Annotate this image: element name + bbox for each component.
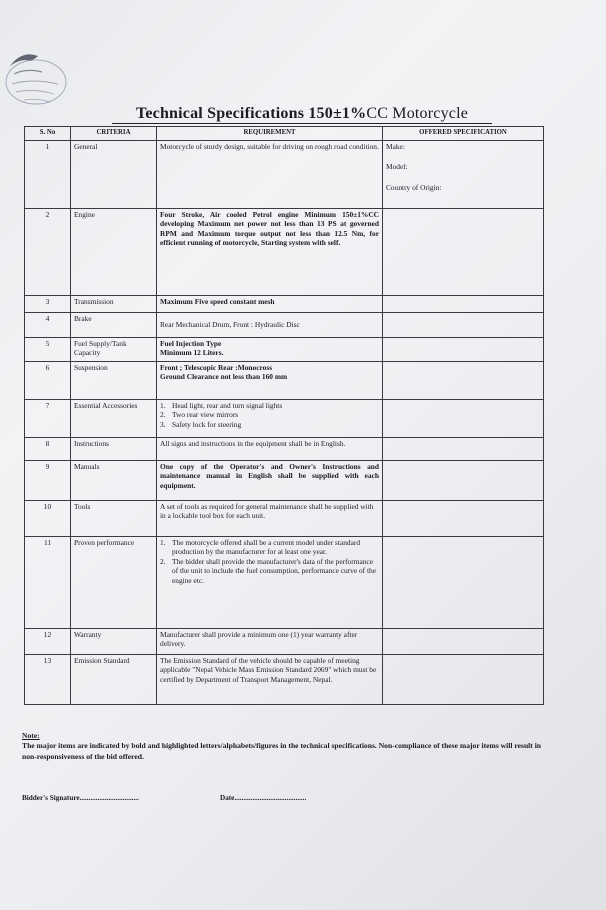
header-sno: S. No: [25, 127, 71, 141]
row-requirement: Manufacturer shall provide a minimum one (1) year warranty after delivery.: [157, 628, 383, 654]
row-requirement: Motorcycle of sturdy design, suitable for driving on rough road condition.: [157, 140, 383, 208]
row-requirement: One copy of the Operator's and Owner's Instructions and maintenance manual in English shall be supplied with each equipment.: [157, 460, 383, 500]
row-offered[interactable]: [383, 654, 544, 704]
list-item: The bidder shall provide the manufacturer's data of the performance of the unit to include the fuel consumption, performance curve of the engine etc.: [172, 556, 376, 585]
row-requirement: The Emission Standard of the vehicle should be capable of meeting applicable "Nepal Vehicle Mass Emission Standard 2069" which must be certified by Department of Transport Management, Nepal.: [157, 654, 383, 704]
list-item: Head light, rear and turn signal lights: [172, 400, 283, 410]
row-criteria: Proven performance: [71, 536, 157, 628]
row-sno: 12: [25, 628, 71, 654]
table-row: [25, 500, 544, 536]
row-sno: 2: [25, 208, 71, 295]
row-offered[interactable]: [383, 500, 544, 536]
row-requirement: Fuel Injection Type Minimum 12 Liters.: [157, 337, 383, 361]
row-offered[interactable]: [383, 337, 544, 361]
row-requirement-list: 1. Head light, rear and turn signal lights 2. Two rear view mirrors 3. Safety lock for steering: [157, 399, 383, 437]
table-row: [25, 628, 544, 654]
row-criteria: Fuel Supply/Tank Capacity: [71, 337, 157, 361]
table-row: [25, 312, 544, 337]
row-criteria: General: [71, 140, 157, 208]
note-heading: Note:: [22, 731, 40, 740]
table-row: [25, 295, 544, 312]
official-seal-stamp: [2, 44, 74, 110]
row-sno: 5: [25, 337, 71, 361]
row-requirement-list: 1. The motorcycle offered shall be a current model under standard production by the manufacturer for at least one year. 2. The bidder shall provide the manufacturer's data of the performance of the unit to include the fuel consumption, performance curve of the engine etc.: [157, 536, 383, 628]
row-criteria: Transmission: [71, 295, 157, 312]
row-requirement: Maximum Five speed constant mesh: [157, 295, 383, 312]
offered-make: Make:: [386, 141, 405, 151]
row-criteria: Emission Standard: [71, 654, 157, 704]
row-sno: 1: [25, 140, 71, 208]
table-row: [25, 460, 544, 500]
row-criteria: Brake: [71, 312, 157, 337]
row-requirement: All signs and instructions in the equipment shall be in English.: [157, 437, 383, 460]
row-sno: 8: [25, 437, 71, 460]
row-offered[interactable]: [383, 399, 544, 437]
row-criteria: Instructions: [71, 437, 157, 460]
table-row: [25, 399, 544, 437]
row-requirement: A set of tools as required for general maintenance shall be supplied with in a lockable tool box for each unit.: [157, 500, 383, 536]
row-criteria: Suspension: [71, 361, 157, 399]
header-requirement: REQUIREMENT: [157, 127, 383, 141]
date-line[interactable]: Date........................................: [220, 794, 307, 802]
row-requirement: Rear Mechanical Drum, Front : Hydraulic Disc: [157, 312, 383, 337]
row-sno: 11: [25, 536, 71, 628]
row-offered[interactable]: [383, 140, 544, 208]
table-row: [25, 337, 544, 361]
note-text: The major items are indicated by bold and highlighted letters/alphabets/figures in the technical specifications. Non-compliance of these major items will result in non-responsiveness of the bid offered.: [22, 741, 542, 761]
list-item: The motorcycle offered shall be a current model under standard production by the manufacturer for at least one year.: [172, 537, 361, 557]
row-criteria: Essential Accessories: [71, 399, 157, 437]
header-offered-specification: OFFERED SPECIFICATION: [383, 127, 544, 141]
row-sno: 9: [25, 460, 71, 500]
row-offered[interactable]: [383, 312, 544, 337]
note-block: [22, 731, 542, 762]
row-sno: 13: [25, 654, 71, 704]
row-criteria: Manuals: [71, 460, 157, 500]
list-item: Two rear view mirrors: [172, 410, 239, 420]
row-offered[interactable]: [383, 460, 544, 500]
row-offered[interactable]: [383, 628, 544, 654]
offered-model: Model:: [386, 162, 408, 172]
row-criteria: Engine: [71, 208, 157, 295]
row-sno: 10: [25, 500, 71, 536]
row-offered[interactable]: [383, 437, 544, 460]
page-title: Technical Specifications 150±1%CC Motorcycle: [112, 105, 492, 124]
table-row: [25, 361, 544, 399]
bidder-signature-line[interactable]: Bidder's Signature.................................: [22, 794, 139, 802]
table-row: [25, 208, 544, 295]
table-row: [25, 654, 544, 704]
row-sno: 4: [25, 312, 71, 337]
row-requirement: Front ; Telescopic Rear :Monocross Ground Clearance not less than 160 mm: [157, 361, 383, 399]
row-requirement: Four Stroke, Air cooled Petrol engine Minimum 150±1%CC developing Maximum net power not less than 13 PS at governed RPM and Maximum torque output not less than 12.5 Nm, for efficient running of motorcycle, Starting system with self.: [157, 208, 383, 295]
row-sno: 3: [25, 295, 71, 312]
header-criteria: CRITERIA: [71, 127, 157, 141]
row-offered[interactable]: [383, 361, 544, 399]
row-criteria: Tools: [71, 500, 157, 536]
offered-country: Country of Origin:: [386, 182, 442, 192]
table-header-row: [25, 127, 544, 141]
row-offered[interactable]: [383, 295, 544, 312]
table-row: [25, 536, 544, 628]
row-sno: 6: [25, 361, 71, 399]
row-offered[interactable]: [383, 536, 544, 628]
row-offered[interactable]: [383, 208, 544, 295]
list-item: Safety lock for steering: [172, 419, 242, 429]
table-row: [25, 140, 544, 208]
specification-table: [24, 126, 544, 705]
row-sno: 7: [25, 399, 71, 437]
table-row: [25, 437, 544, 460]
row-criteria: Warranty: [71, 628, 157, 654]
